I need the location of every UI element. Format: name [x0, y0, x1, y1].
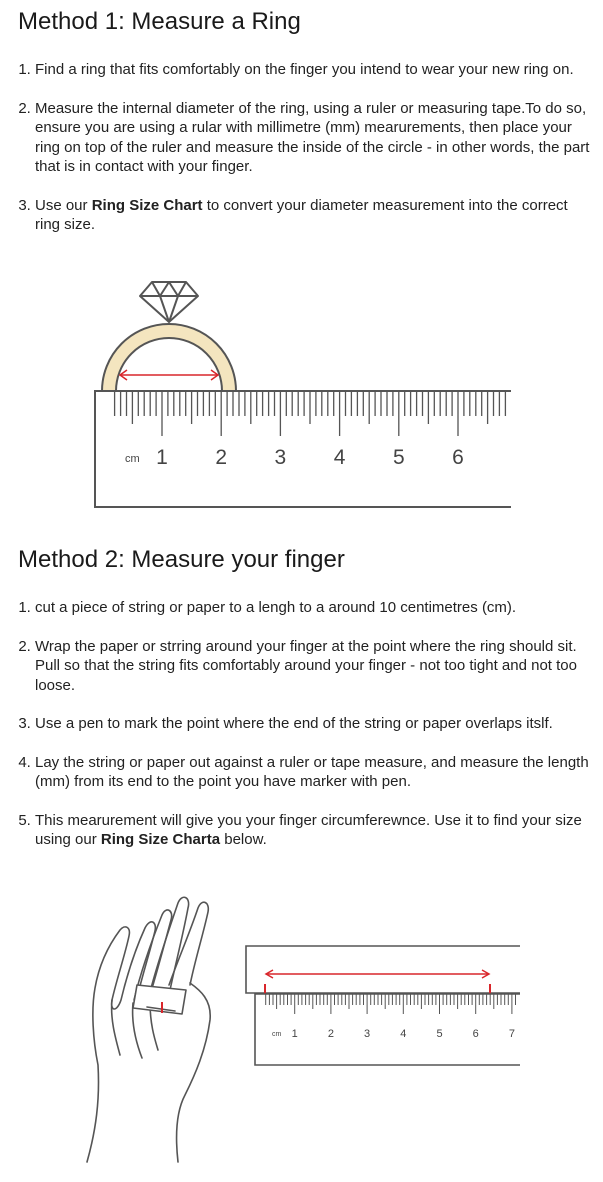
- step-text-before: This mearurement will give you your finger circumferewnce. Use it to find your size using our: [35, 811, 582, 848]
- ruler-number: 4: [333, 446, 346, 469]
- ruler-number: 2: [215, 446, 228, 469]
- ruler-number: 6: [452, 446, 464, 469]
- step-text-after: to convert your diameter measurement into the correct ring size.: [35, 196, 568, 233]
- method-2-step-5: [35, 811, 590, 850]
- ring-band: [102, 324, 236, 391]
- method-1-heading: Method 1: Measure a Ring: [18, 8, 301, 35]
- step-text-before: Use our: [35, 196, 92, 214]
- ring-ruler-svg: [0, 270, 603, 515]
- ruler-number: 2: [327, 1028, 334, 1040]
- ruler-number: 3: [274, 446, 287, 469]
- ruler-number: 4: [400, 1028, 407, 1040]
- ruler-unit-label: cm: [125, 453, 140, 465]
- method-1-step-3: [35, 196, 590, 235]
- ruler-number: 5: [392, 446, 405, 469]
- method-2-step-1: 1. cut a piece of string or paper to a lengh to a around 10 centimetres (cm).: [35, 598, 590, 618]
- method-1-step-2: 2. Measure the internal diameter of the ring, using a ruler or measuring tape.To do so, ensure you are using a rular with millimetre (mm) mearurements, then place your ring on top of the ruler and measure the inside of the circle - in other words, the part that is in contact with your finger.: [35, 99, 590, 177]
- string-card: [246, 946, 520, 993]
- ruler-number: 7: [508, 1028, 515, 1040]
- method-1-steps: [0, 60, 590, 235]
- step-text-after: below.: [220, 831, 267, 848]
- ring-size-charta-link[interactable]: Ring Size Charta: [100, 831, 221, 848]
- hand-icon: [87, 897, 210, 1162]
- ring-size-chart-link[interactable]: Ring Size Chart: [91, 196, 203, 214]
- method-2-step-3: 3. Use a pen to mark the point where the end of the string or paper overlaps itslf.: [35, 714, 590, 734]
- method-1-step-1: 1. Find a ring that fits comfortably on the finger you intend to wear your new ring on.: [35, 60, 590, 80]
- ruler-number: 1: [156, 446, 168, 469]
- finger-measure-illustration: [0, 880, 603, 1177]
- diamond-icon: [140, 282, 198, 322]
- ring-on-ruler-illustration: [0, 270, 603, 515]
- method-2-heading: Method 2: Measure your finger: [18, 546, 345, 573]
- ruler-number: 5: [436, 1028, 443, 1040]
- method-2-step-2: 2. Wrap the paper or strring around your finger at the point where the ring should sit. Pull so that the string fits comfortably around your finger - not too tight and not too loose.: [35, 637, 590, 696]
- ruler-number: 1: [291, 1028, 298, 1040]
- method-2-step-4: 4. Lay the string or paper out against a ruler or tape measure, and measure the length (mm) from its end to the point you have marker with pen.: [35, 753, 590, 792]
- ruler-unit-label-small: cm: [272, 1031, 282, 1038]
- ruler-number: 6: [472, 1028, 479, 1040]
- finger-ruler-svg: [0, 880, 603, 1177]
- ruler-number: 3: [364, 1028, 371, 1040]
- diameter-arrow: [120, 370, 218, 380]
- method-2-steps: [0, 598, 590, 850]
